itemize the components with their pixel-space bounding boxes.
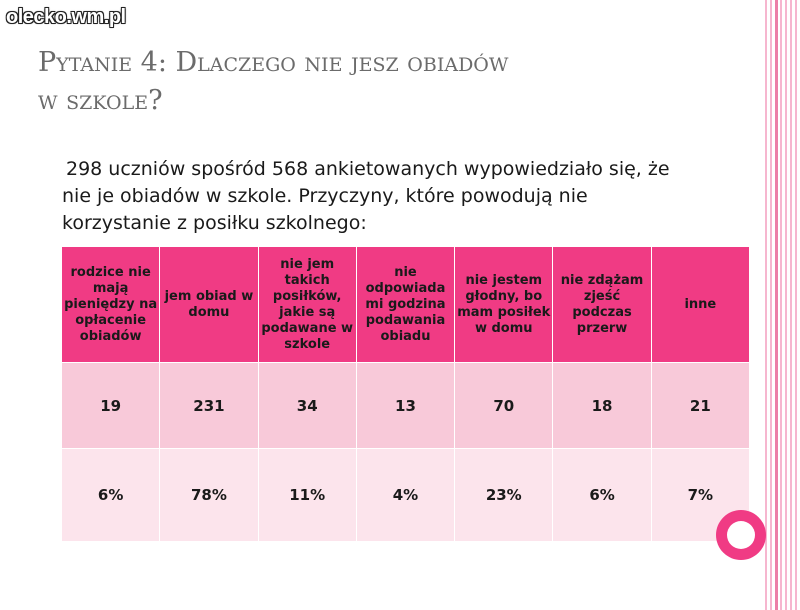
percent-cell: 11% <box>258 449 356 542</box>
count-cell: 18 <box>553 363 651 449</box>
percent-cell: 6% <box>553 449 651 542</box>
counts-row <box>62 363 750 449</box>
header-cell-no-time: nie zdążam zjeść podczas przerw <box>553 247 651 363</box>
results-table <box>61 246 750 542</box>
header-row <box>62 247 750 363</box>
header-cell-other: inne <box>651 247 749 363</box>
count-cell: 70 <box>455 363 553 449</box>
slide-title-line1: Pytanie 4: Dlaczego nie jesz obiadów <box>38 47 509 78</box>
percent-cell: 23% <box>455 449 553 542</box>
slide-title <box>38 44 638 120</box>
percent-cell: 6% <box>62 449 160 542</box>
count-cell: 21 <box>651 363 749 449</box>
percent-cell: 7% <box>651 449 749 542</box>
count-cell: 19 <box>62 363 160 449</box>
watermark-logo: olecko.wm.pl <box>6 6 126 28</box>
header-cell-no-money: rodzice nie mają pieniędzy na opłacenie obiadów <box>62 247 160 363</box>
percents-row <box>62 449 750 542</box>
header-cell-eat-at-home: jem obiad w domu <box>160 247 258 363</box>
intro-paragraph: 298 uczniów spośród 568 ankietowanych wypowiedziało się, że nie je obiadów w szkole. Przyczyny, które powodują nie korzystanie z posiłku szkolnego: <box>62 158 670 234</box>
percent-cell: 78% <box>160 449 258 542</box>
header-cell-dislike-meals: nie jem takich posiłków, jakie są podawane w szkole <box>258 247 356 363</box>
count-cell: 231 <box>160 363 258 449</box>
decorative-stripes <box>762 0 800 610</box>
decorative-circle <box>716 510 766 560</box>
count-cell: 13 <box>356 363 454 449</box>
slide-title-line2: w szkole? <box>38 85 163 116</box>
count-cell: 34 <box>258 363 356 449</box>
header-cell-not-hungry: nie jestem głodny, bo mam posiłek w domu <box>455 247 553 363</box>
header-cell-bad-time: nie odpowiada mi godzina podawania obiadu <box>356 247 454 363</box>
percent-cell: 4% <box>356 449 454 542</box>
